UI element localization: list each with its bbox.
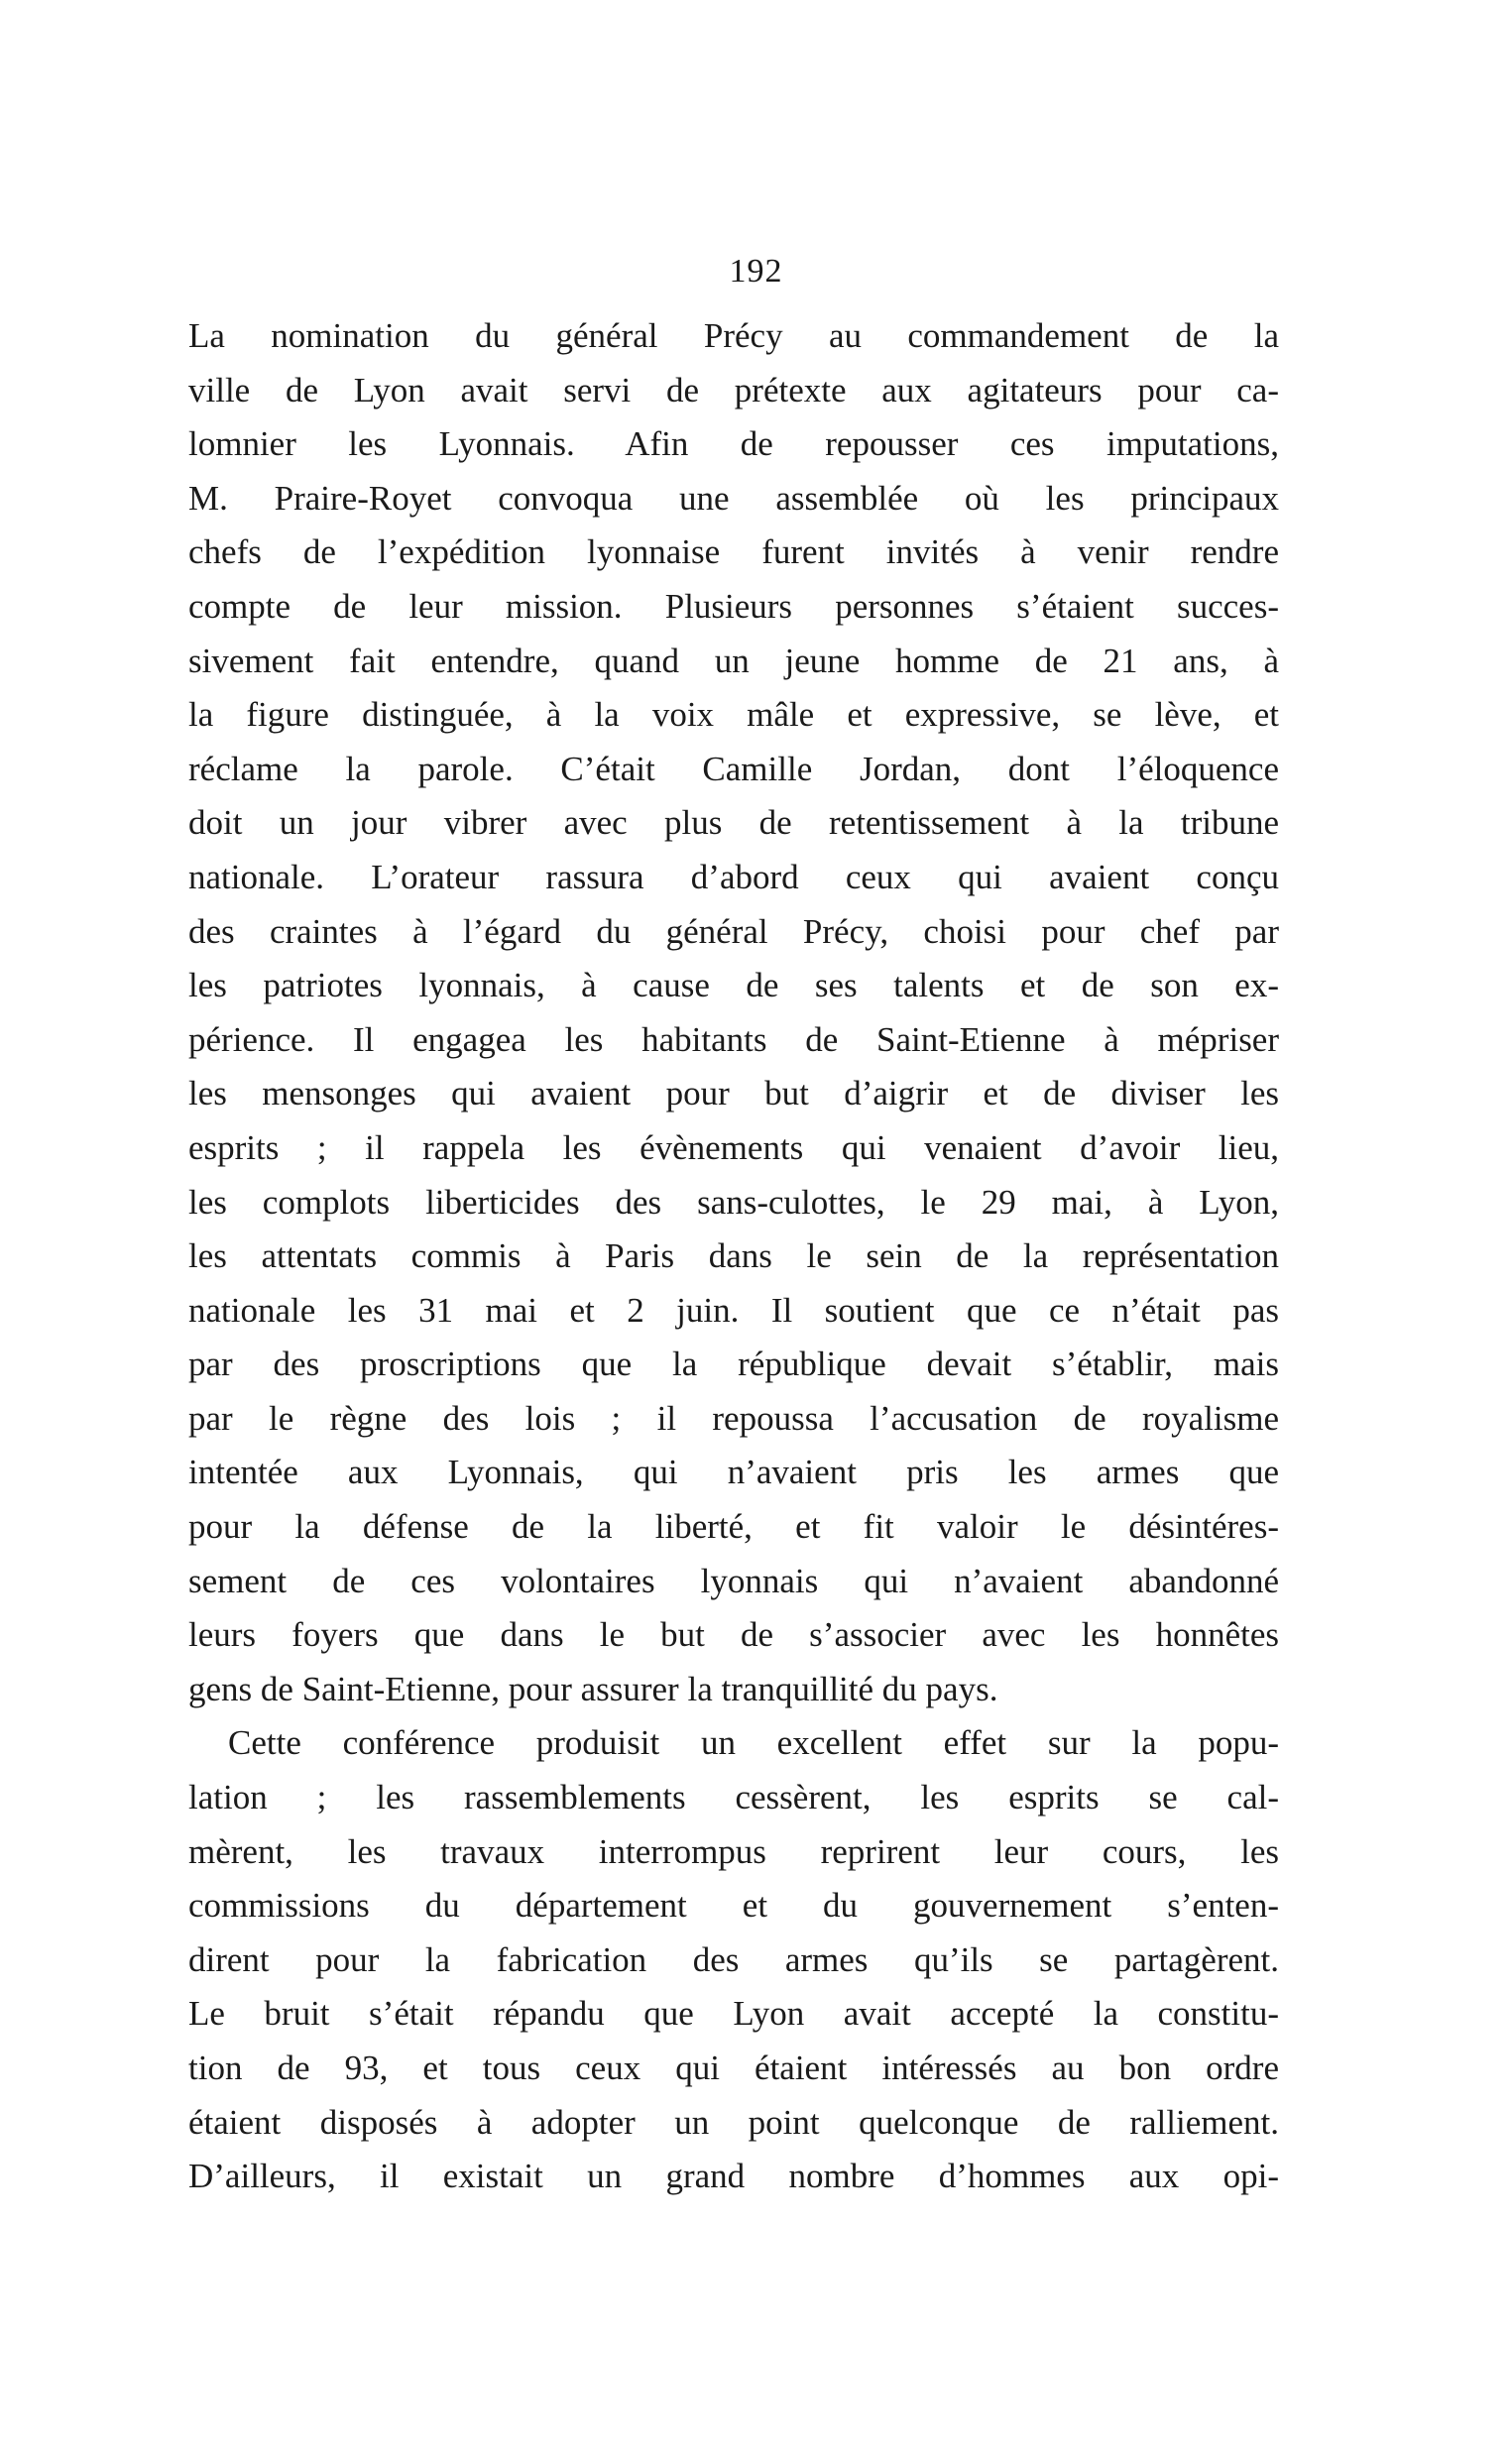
body-text: [188, 309, 1279, 2204]
text-line: par des proscriptions que la république devait s’établir, mais: [188, 1345, 1279, 1384]
text-line: nationale. L’orateur rassura d’abord ceux qui avaient conçu: [188, 857, 1279, 896]
text-line: leurs foyers que dans le but de s’associer avec les honnêtes: [188, 1615, 1279, 1655]
text-line: Le bruit s’était répandu que Lyon avait accepté la constitu-: [188, 1994, 1279, 2034]
text-line: commissions du département et du gouvernement s’enten-: [188, 1886, 1279, 1926]
text-line: compte de leur mission. Plusieurs personnes s’étaient succes-: [188, 586, 1279, 626]
text-line: périence. Il engagea les habitants de Saint-Etienne à mépriser: [188, 1019, 1279, 1059]
text-line: La nomination du général Précy au commandement de la: [188, 316, 1279, 355]
text-line: tion de 93, et tous ceux qui étaient intéressés au bon ordre: [188, 2049, 1279, 2087]
text-line: par le règne des lois ; il repoussa l’accusation de royalisme: [188, 1398, 1279, 1438]
text-line: les patriotes lyonnais, à cause de ses talents et de son ex-: [188, 966, 1279, 1005]
text-line: sement de ces volontaires lyonnais qui n’avaient abandonné: [188, 1561, 1279, 1600]
text-line: M. Praire-Royet convoqua une assemblée où les principaux: [188, 478, 1279, 518]
text-line: chefs de l’expédition lyonnaise furent invités à venir rendre: [188, 532, 1279, 572]
text-line: les complots liberticides des sans-culottes, le 29 mai, à Lyon,: [188, 1182, 1279, 1222]
text-line: dirent pour la fabrication des armes qu’ils se partagèrent.: [188, 1939, 1279, 1979]
page-number: 192: [729, 253, 783, 290]
text-line: mèrent, les travaux interrompus reprirent leur cours, les: [188, 1831, 1279, 1871]
text-line: sivement fait entendre, quand un jeune homme de 21 ans, à: [188, 641, 1279, 680]
text-line: nationale les 31 mai et 2 juin. Il soutient que ce n’était pas: [188, 1290, 1279, 1330]
text-line: étaient disposés à adopter un point quelconque de ralliement.: [188, 2102, 1279, 2142]
text-line: lation ; les rassemblements cessèrent, les esprits se cal-: [188, 1778, 1279, 1817]
text-line: réclame la parole. C’était Camille Jordan, dont l’éloquence: [188, 749, 1279, 788]
text-line: D’ailleurs, il existait un grand nombre d’hommes aux opi-: [188, 2157, 1279, 2196]
text-line: les attentats commis à Paris dans le sein de la représentation: [188, 1236, 1279, 1276]
text-line: ville de Lyon avait servi de prétexte aux agitateurs pour ca-: [188, 370, 1279, 410]
text-line: les mensonges qui avaient pour but d’aigrir et de diviser les: [188, 1074, 1279, 1113]
text-line: pour la défense de la liberté, et fit valoir le désintéres-: [188, 1507, 1279, 1547]
text-line: Cette conférence produisit un excellent effet sur la popu-: [228, 1723, 1279, 1763]
text-line: gens de Saint-Etienne, pour assurer la tranquillité du pays.: [188, 1669, 998, 1708]
text-line: la figure distinguée, à la voix mâle et expressive, se lève, et: [188, 695, 1279, 735]
text-line: lomnier les Lyonnais. Afin de repousser ces imputations,: [188, 424, 1279, 464]
text-line: doit un jour vibrer avec plus de retentissement à la tribune: [188, 803, 1279, 843]
text-line: des craintes à l’égard du général Précy, choisi pour chef par: [188, 911, 1279, 951]
text-line: esprits ; il rappela les évènements qui venaient d’avoir lieu,: [188, 1127, 1279, 1167]
text-line: intentée aux Lyonnais, qui n’avaient pris les armes que: [188, 1453, 1279, 1492]
